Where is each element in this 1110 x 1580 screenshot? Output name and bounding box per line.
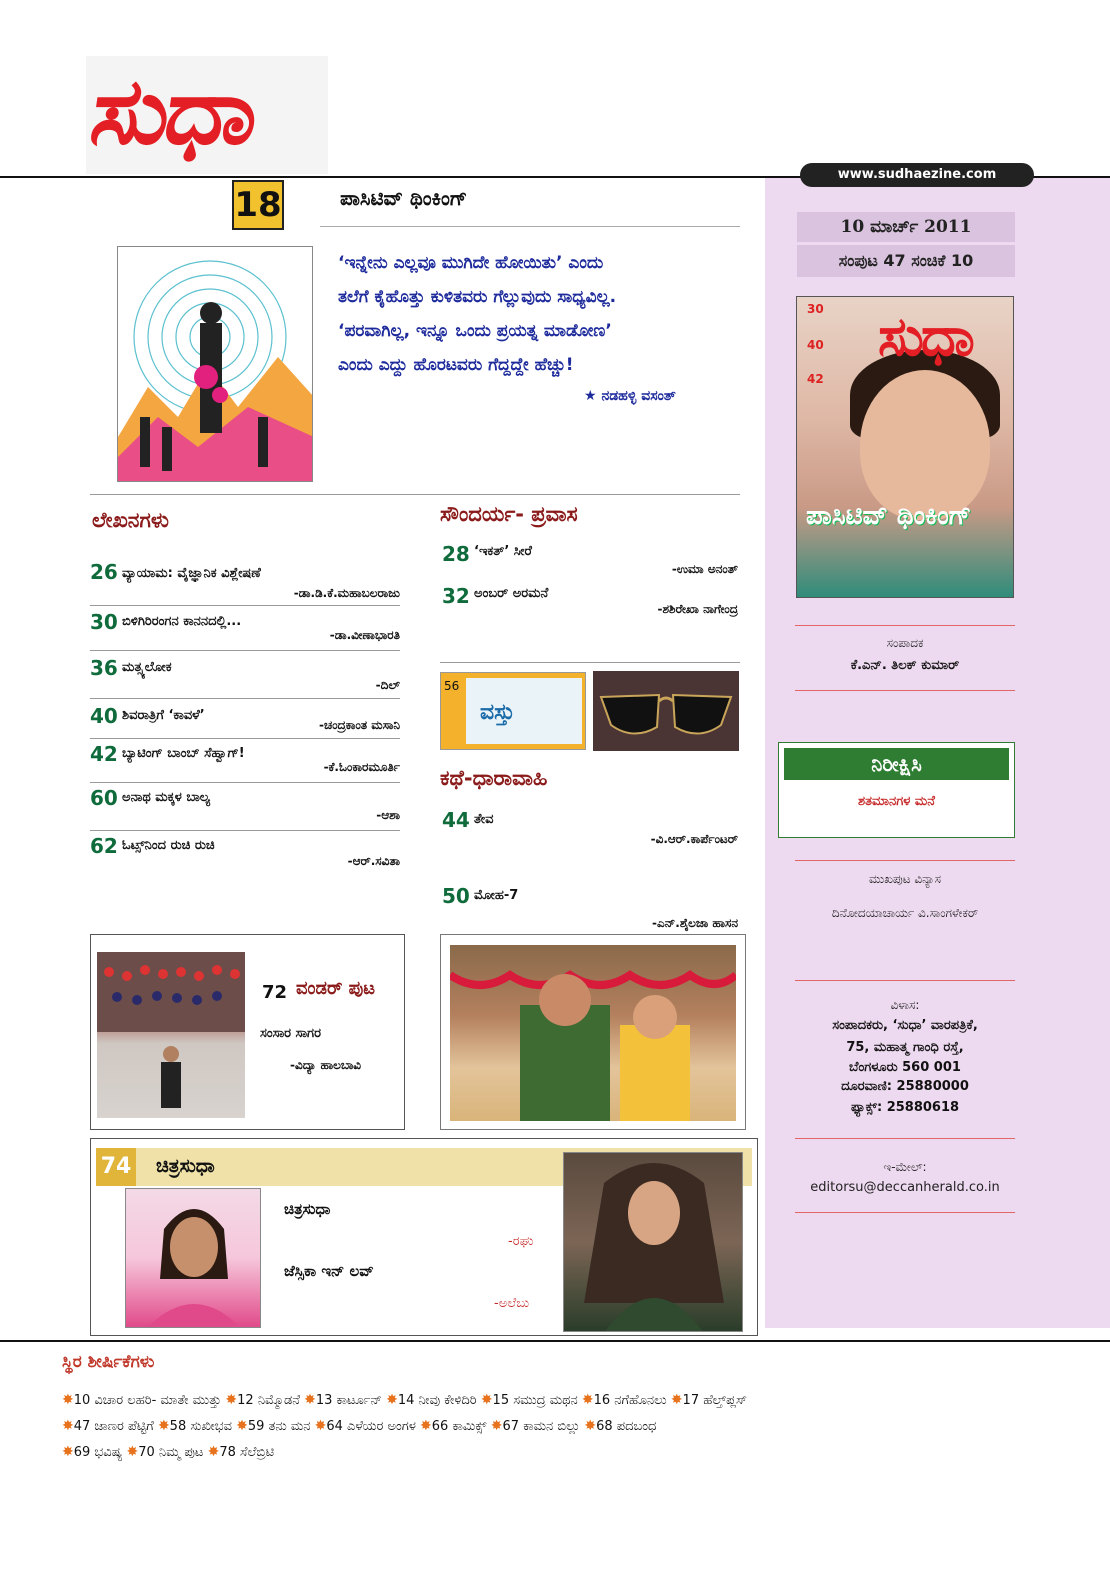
feature-rule bbox=[320, 226, 740, 227]
address-line: 75, ಮಹಾತ್ಮ ಗಾಂಧಿ ರಸ್ತೆ, bbox=[846, 1040, 964, 1055]
article-author: -ಚಂದ್ರಕಾಂತ ಮಸಾನಿ bbox=[319, 718, 400, 732]
niri-title: ನಿರೀಕ್ಷಿಸಿ bbox=[784, 748, 1009, 780]
sidebar-divider bbox=[795, 690, 1015, 691]
comic-illustration bbox=[450, 945, 736, 1121]
sidebar-divider bbox=[795, 1138, 1015, 1139]
column-link[interactable]: 47 ಜಾಣರ ಪೆಟ್ಟಿಗೆ bbox=[73, 1419, 154, 1434]
column-link[interactable]: 59 ತನು ಮನ bbox=[247, 1419, 311, 1434]
cover-model-face bbox=[860, 370, 990, 520]
column-link[interactable]: 16 ನಗೆಹೊನಲು bbox=[593, 1393, 667, 1408]
wonder-subtitle: ಸಂಸಾರ ಸಾಗರ bbox=[260, 1026, 321, 1041]
column-link[interactable]: 13 ಕಾರ್ಟೂನ್ bbox=[315, 1393, 382, 1408]
cover-logo: ಸುಧಾ bbox=[878, 305, 972, 368]
flower-bullet-icon: ✸ bbox=[584, 1418, 597, 1434]
feature-page-number: 18 bbox=[232, 180, 284, 230]
portrait-illustration bbox=[564, 1153, 743, 1332]
flower-bullet-icon: ✸ bbox=[420, 1418, 432, 1434]
quote-line: ತಲೆಗೆ ಕೈಹೊತ್ತು ಕುಳಿತವರು ಗೆಲ್ಲುವುದು ಸಾಧ್ಯವಿಲ್ಲ. bbox=[338, 287, 617, 307]
flower-bullet-icon: ✸ bbox=[157, 1418, 170, 1434]
quote-line: ಎಂದು ಎದ್ದು ಹೊರಟವರು ಗೆದ್ದದ್ದೇ ಹೆಚ್ಚು! bbox=[338, 355, 574, 375]
crowd-illustration bbox=[97, 952, 245, 1118]
feature-illustration bbox=[117, 246, 313, 482]
column-link[interactable]: 12 ನಿಮ್ಮೊಡನೆ bbox=[237, 1393, 300, 1408]
article-author: -ಕೆ.ಓಂಕಾರಮೂರ್ತಿ bbox=[323, 760, 400, 774]
article-page: 60 bbox=[90, 786, 118, 810]
chitrasudha-author-1: -ರಘು bbox=[508, 1234, 534, 1249]
email-link[interactable]: editorsu@deccanherald.co.in bbox=[810, 1180, 1000, 1195]
address-label: ವಿಳಾಸ: bbox=[890, 998, 920, 1012]
articles-section-title: ಲೇಖನಗಳು bbox=[92, 508, 169, 532]
article-page: 40 bbox=[90, 704, 118, 728]
column-link[interactable]: 14 ನೀವು ಕೇಳಿದಿರಿ bbox=[397, 1393, 477, 1408]
article-title: ಶಿವರಾತ್ರಿಗೆ ‘ಕಾವಳೆ’ bbox=[122, 708, 205, 723]
flower-bullet-icon: ✸ bbox=[225, 1392, 238, 1408]
article-page: 36 bbox=[90, 656, 118, 680]
flower-bullet-icon: ✸ bbox=[236, 1418, 248, 1434]
fax-number: ಫ್ಯಾಕ್ಸ್: 25880618 bbox=[850, 1100, 960, 1115]
beauty-travel-section-title: ಸೌಂದರ್ಯ- ಪ್ರವಾಸ bbox=[440, 502, 578, 526]
article-title: ಮೋಹ-7 bbox=[474, 888, 519, 903]
sunglasses-photo bbox=[593, 671, 739, 751]
regular-columns-title: ಸ್ಥಿರ ಶೀರ್ಷಿಕೆಗಳು bbox=[62, 1352, 155, 1372]
wonder-page-number: 72 bbox=[262, 982, 288, 1003]
story-illustration bbox=[450, 945, 736, 1121]
issue-volume: ಸಂಪುಟ 47 ಸಂಚಿಕೆ 10 bbox=[797, 245, 1015, 277]
flower-bullet-icon: ✸ bbox=[304, 1392, 316, 1408]
column-link[interactable]: 17 ಹೆಲ್ತ್‌ಪ್ಲಸ್ bbox=[682, 1393, 748, 1408]
item-divider bbox=[90, 830, 400, 831]
sudha-logo: ಸುಧಾ bbox=[84, 58, 262, 165]
column-link[interactable]: 69 ಭವಿಷ್ಯ bbox=[73, 1445, 123, 1460]
article-author: -ವಿ.ಆರ್.ಕಾರ್ಪೆಂಟರ್ bbox=[650, 832, 738, 846]
article-page: 44 bbox=[442, 808, 470, 832]
article-page: 26 bbox=[90, 560, 118, 584]
article-page: 42 bbox=[90, 742, 118, 766]
regular-columns-row bbox=[62, 1444, 274, 1460]
flower-bullet-icon: ✸ bbox=[314, 1418, 327, 1434]
article-author: -ಆರ್.ಸವಿತಾ bbox=[347, 854, 400, 868]
item-divider bbox=[90, 650, 400, 651]
article-page: 30 bbox=[90, 610, 118, 634]
wonder-author: -ವಿದ್ಯಾ ಹಾಲಬಾವಿ bbox=[290, 1058, 362, 1072]
article-title: ಬ್ಯಾಟಿಂಗ್ ಬಾಂಬ್ ಸೆಹ್ವಾಗ್! bbox=[122, 746, 245, 761]
article-title: ಅಂಬರ್ ಅರಮನೆ bbox=[474, 586, 549, 601]
design-label: ಮುಖಪುಟ ವಿನ್ಯಾಸ bbox=[868, 872, 942, 886]
item-divider bbox=[90, 782, 400, 783]
article-author: -ಡಾ.ಡಿ.ಕೆ.ಮಹಾಬಲರಾಜು bbox=[293, 586, 400, 600]
feature-author-name: ನಡಹಳ್ಳಿ ವಸಂತ್ bbox=[601, 388, 676, 404]
actress-photo-2 bbox=[563, 1152, 743, 1332]
chitrasudha-page-number: 74 bbox=[96, 1148, 136, 1186]
feature-title[interactable]: ಪಾಸಿಟಿವ್ ಥಿಂಕಿಂಗ್ bbox=[340, 186, 468, 210]
design-name: ದಿನೋದಯಾಚಾರ್ಯ ವಿ.ಸಾಂಗಳೇಕರ್ bbox=[831, 906, 979, 920]
sidebar-divider bbox=[795, 980, 1015, 981]
flower-bullet-icon: ✸ bbox=[62, 1444, 74, 1460]
quote-line: ‘ಪರವಾಗಿಲ್ಲ, ಇನ್ನೂ ಒಂದು ಪ್ರಯತ್ನ ಮಾಡೋಣ’ bbox=[338, 321, 612, 341]
article-author: -ಶಶಿರೇಖಾ ನಾಗೇಂದ್ರ bbox=[657, 602, 738, 616]
sidebar-divider bbox=[795, 625, 1015, 626]
flower-bullet-icon: ✸ bbox=[480, 1392, 493, 1408]
flower-bullet-icon: ✸ bbox=[126, 1444, 139, 1460]
chitrasudha-item-1[interactable]: ಚಿತ್ರಸುಧಾ bbox=[284, 1200, 331, 1218]
address-line: ಸಂಪಾದಕರು, ‘ಸುಧಾ’ ವಾರಪತ್ರಿಕೆ, bbox=[832, 1018, 978, 1033]
vastu-page: 56 bbox=[444, 679, 460, 693]
article-author: -ಎನ್.ಶೈಲಜಾ ಹಾಸನ bbox=[652, 916, 738, 930]
editor-name: ಕೆ.ಎನ್. ತಿಲಕ್ ಕುಮಾರ್ bbox=[850, 658, 960, 673]
portrait-illustration bbox=[126, 1189, 261, 1328]
article-title: ಮತ್ಸ್ಯಲೋಕ bbox=[122, 660, 172, 675]
chitrasudha-item-2[interactable]: ಜೆಸ್ಸಿಕಾ ಇನ್ ಲವ್ bbox=[284, 1262, 374, 1280]
column-link[interactable]: 15 ಸಮುದ್ರ ಮಥನ bbox=[492, 1393, 578, 1408]
footer-rule bbox=[0, 1340, 1110, 1342]
column-link[interactable]: 10 ವಿಚಾರ ಲಹರಿ- ಮಾತೇ ಮುತ್ತು bbox=[73, 1393, 222, 1408]
cover-teaser-3: 42 bbox=[807, 372, 824, 386]
item-divider bbox=[90, 738, 400, 739]
phone-number: ದೂರವಾಣಿ: 25880000 bbox=[841, 1079, 969, 1094]
regular-columns-row bbox=[62, 1392, 747, 1408]
column-link[interactable]: 64 ಎಳೆಯರ ಅಂಗಳ bbox=[326, 1419, 416, 1434]
family-photo bbox=[97, 952, 245, 1118]
article-author: -ಉಮಾ ಅನಂತ್ bbox=[671, 562, 738, 576]
item-divider bbox=[90, 605, 400, 606]
sidebar-divider bbox=[795, 860, 1015, 861]
column-link[interactable]: 68 ಪದಬಂಧ bbox=[596, 1419, 657, 1434]
editor-label: ಸಂಪಾದಕ bbox=[886, 636, 924, 650]
star-icon: ★ bbox=[584, 388, 597, 404]
sunglasses-icon bbox=[593, 671, 739, 751]
actress-photo-1 bbox=[125, 1188, 261, 1328]
flower-bullet-icon: ✸ bbox=[62, 1418, 74, 1434]
address-line: ಬೆಂಗಳೂರು 560 001 bbox=[849, 1060, 961, 1075]
article-title: ಅನಾಥ ಮಕ್ಕಳ ಬಾಲ್ಯ bbox=[122, 790, 211, 805]
article-title: ‘ಇಕತ್’ ಸೀರೆ bbox=[474, 544, 532, 559]
section-divider bbox=[90, 494, 740, 495]
article-author: -ದಿಲ್ bbox=[375, 678, 400, 692]
cover-teaser-1: 30 bbox=[807, 302, 824, 316]
wonder-title: ವಂಡರ್ ಪುಟ bbox=[296, 978, 376, 999]
column-link[interactable]: 58 ಸುಖೀಭವ bbox=[169, 1419, 232, 1434]
flower-bullet-icon: ✸ bbox=[581, 1392, 594, 1408]
article-author: -ಡಾ.ವೀಣಾಭಾರತಿ bbox=[329, 628, 400, 642]
article-page: 62 bbox=[90, 834, 118, 858]
article-title: ಓಟ್ಸ್‌ನಿಂದ ರುಚಿ ರುಚಿ bbox=[122, 838, 215, 853]
article-page: 50 bbox=[442, 884, 470, 908]
stories-section-title: ಕಥೆ-ಧಾರಾವಾಹಿ bbox=[440, 766, 548, 790]
column-link[interactable]: 66 ಕಾಮಿಕ್ಸ್ bbox=[431, 1419, 487, 1434]
cover-teaser-2: 40 bbox=[807, 338, 824, 352]
article-page: 28 bbox=[442, 542, 470, 566]
flower-bullet-icon: ✸ bbox=[207, 1444, 220, 1460]
article-title: ತೇವ bbox=[474, 812, 494, 827]
regular-columns-row bbox=[62, 1418, 656, 1434]
vastu-title: ವಸ್ತು bbox=[480, 700, 515, 725]
site-url-link[interactable]: www.sudhaezine.com bbox=[800, 163, 1034, 187]
chitrasudha-title: ಚಿತ್ರಸುಧಾ bbox=[156, 1155, 215, 1177]
flower-bullet-icon: ✸ bbox=[490, 1418, 503, 1434]
silhouette-illustration bbox=[118, 247, 313, 482]
column-link[interactable]: 78 ಸೆಲೆಬ್ರಿಟಿ bbox=[219, 1445, 275, 1460]
feature-author bbox=[584, 388, 676, 404]
section-divider bbox=[440, 662, 740, 663]
issue-date: 10 ಮಾರ್ಚ್ 2011 bbox=[797, 212, 1015, 242]
article-page: 32 bbox=[442, 584, 470, 608]
sidebar-divider bbox=[795, 1212, 1015, 1213]
item-divider bbox=[90, 698, 400, 699]
flower-bullet-icon: ✸ bbox=[386, 1392, 398, 1408]
article-title: ಬಿಳಿಗಿರಿರಂಗನ ಕಾನನದಲ್ಲಿ... bbox=[122, 614, 242, 629]
article-title: ವ್ಯಾಯಾಮ: ವೈಜ್ಞಾನಿಕ ವಿಶ್ಲೇಷಣೆ bbox=[122, 566, 261, 581]
email-label: ಇ-ಮೇಲ್: bbox=[883, 1160, 927, 1174]
cover-headline: ಪಾಸಿಟಿವ್ ಥಿಂಕಿಂಗ್ bbox=[806, 501, 972, 531]
niri-subtitle: ಶತಮಾನಗಳ ಮನೆ bbox=[858, 794, 935, 809]
flower-bullet-icon: ✸ bbox=[670, 1392, 683, 1408]
column-link[interactable]: 67 ಕಾಮನ ಬಿಲ್ಲು bbox=[502, 1419, 581, 1434]
flower-bullet-icon: ✸ bbox=[62, 1392, 74, 1408]
quote-line: ‘ಇನ್ನೇನು ಎಲ್ಲವೂ ಮುಗಿದೇ ಹೋಯಿತು’ ಎಂದು bbox=[338, 253, 604, 273]
column-link[interactable]: 70 ನಿಮ್ಮ ಪುಟ bbox=[138, 1445, 204, 1460]
article-author: -ಆಶಾ bbox=[376, 808, 400, 822]
feature-quote bbox=[338, 246, 738, 382]
chitrasudha-author-2: -ಅಲೆಬು bbox=[494, 1296, 530, 1311]
